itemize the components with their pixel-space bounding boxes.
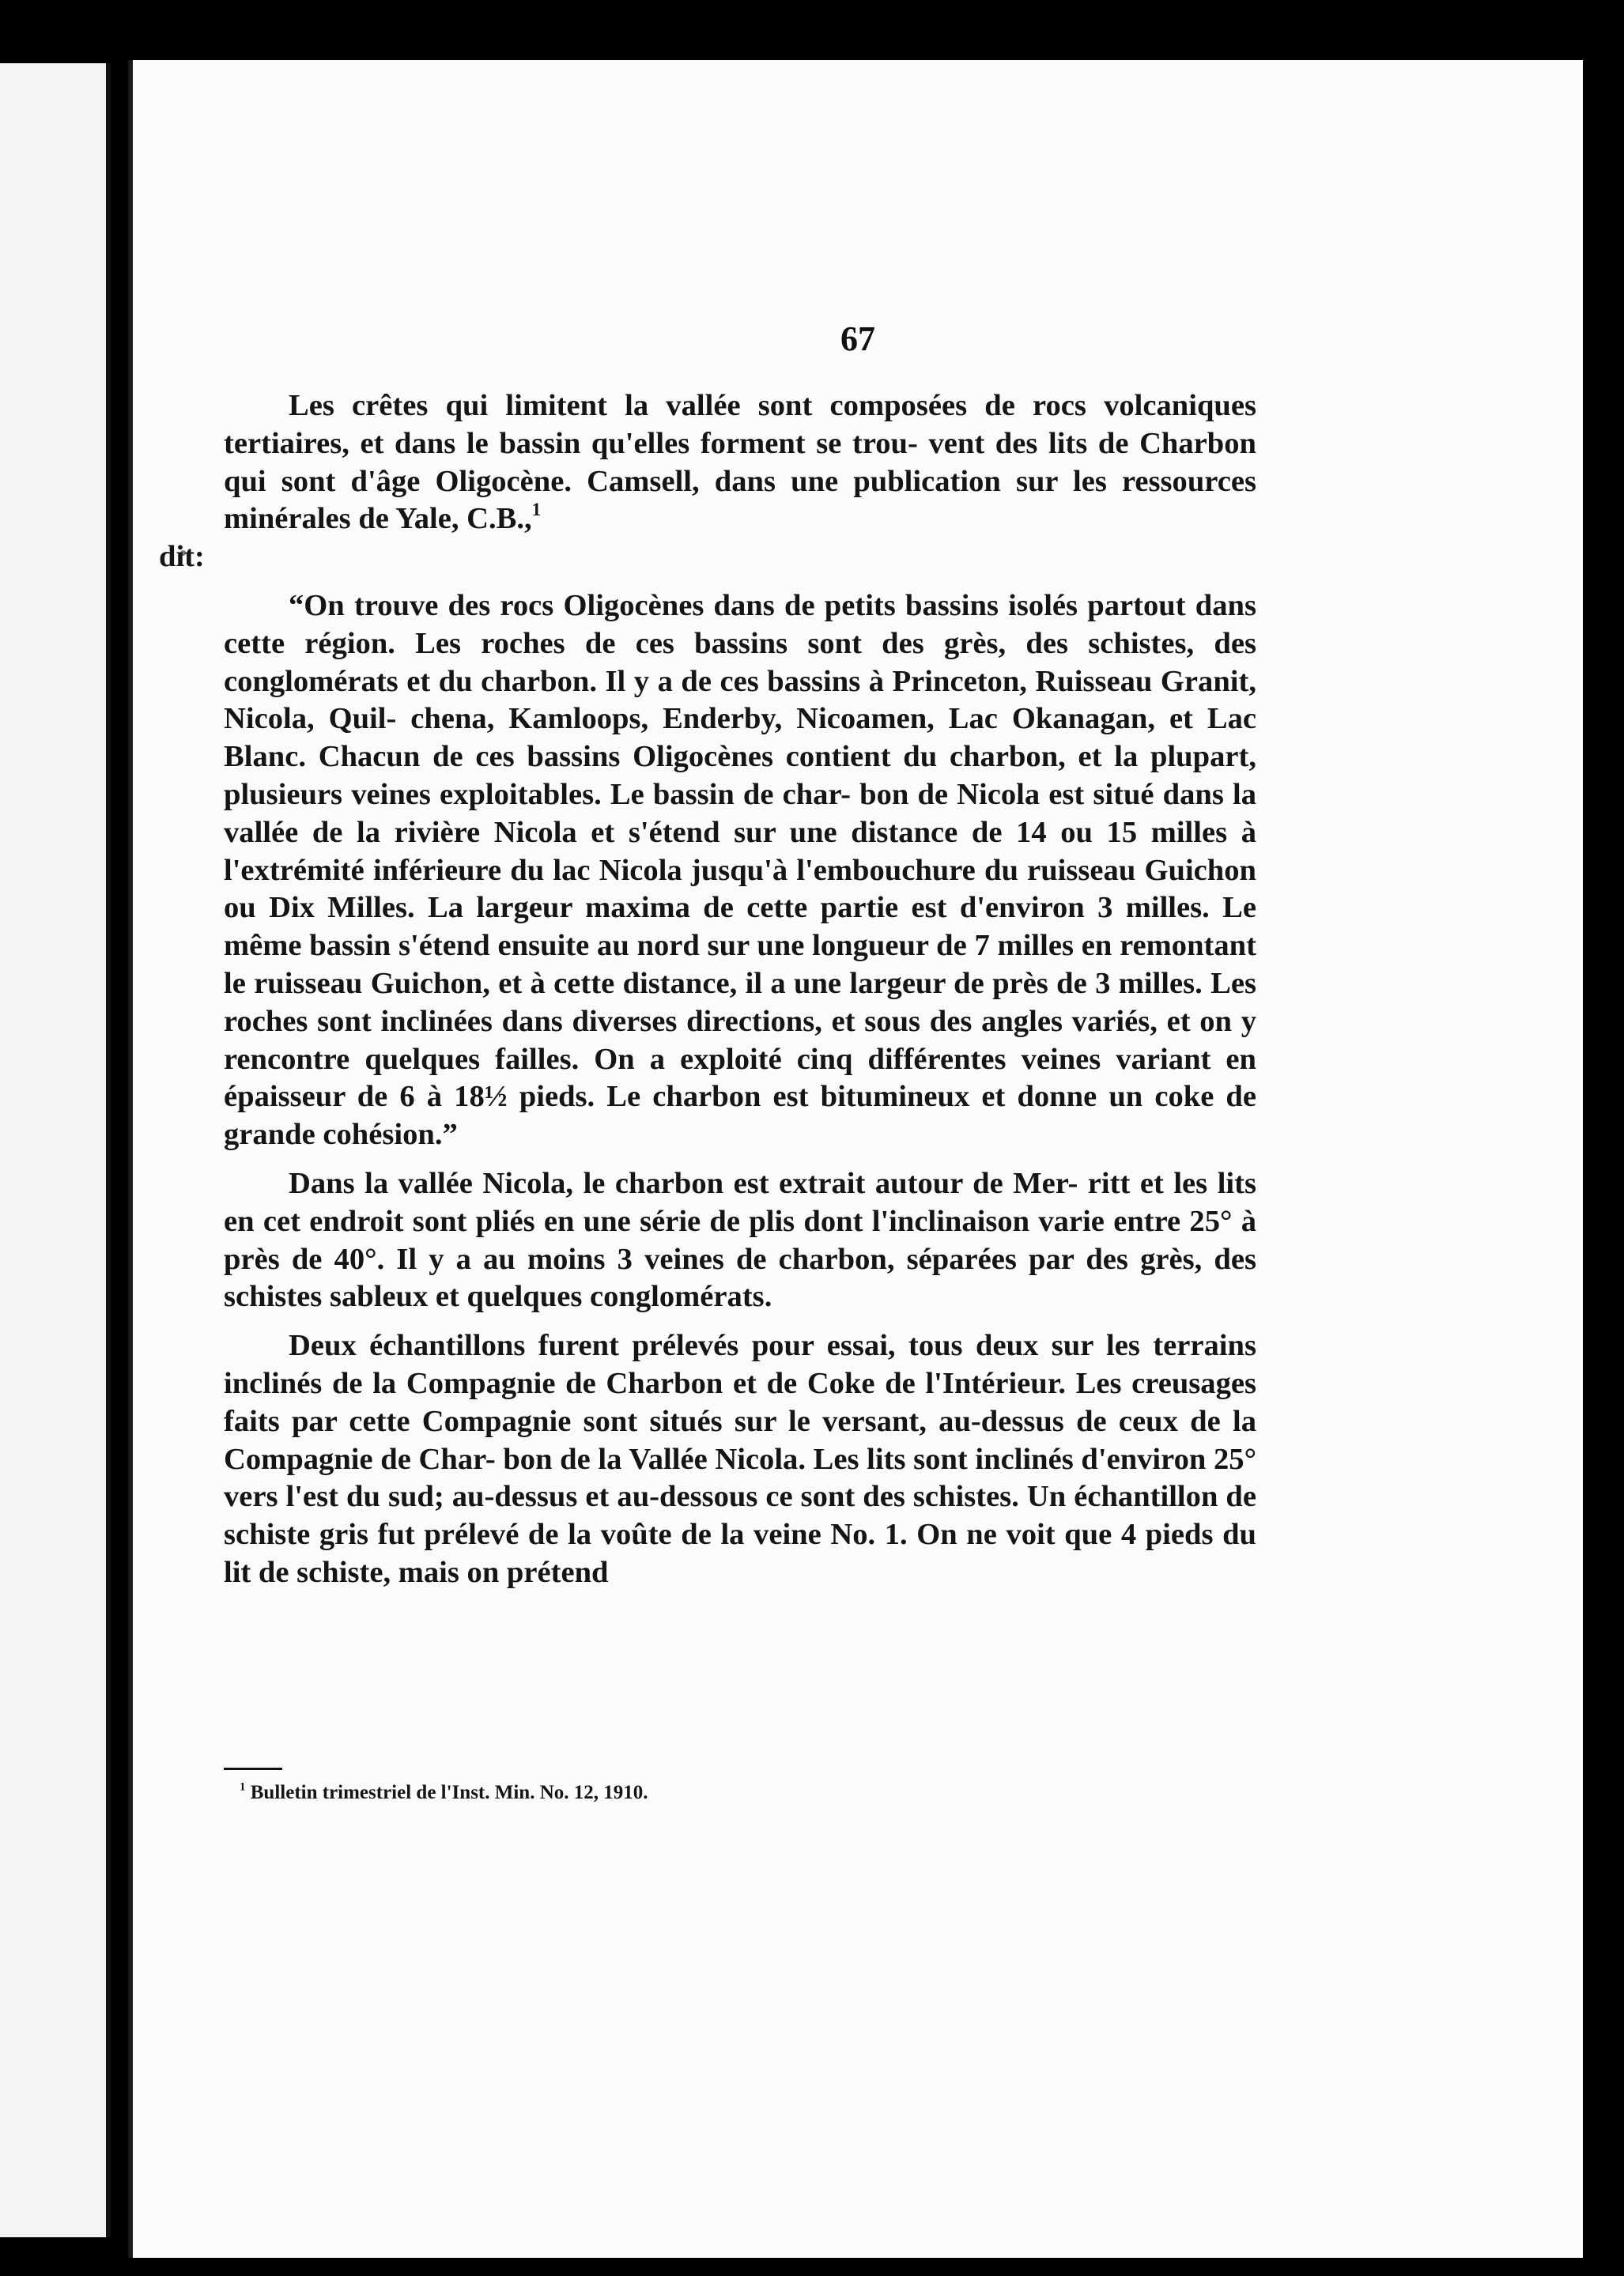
paragraph-2-quote: “On trouve des rocs Oligocènes dans de petits bassins isolés partout dans cette région. Les roches de ces bassins sont des grès, des schistes, des conglomérats et du charbon. Il y a de ces bassins à Princeton, Ruisseau Granit, Nicola, Quil- chena, Kamloops, Enderby, Nicoamen, Lac Okanagan, et Lac Blanc. Chacun de ces bassins Oligocènes contient du charbon, et la plupart, plusieurs veines exploitables. Le bassin de char- bon de Nicola est situé dans la vallée de la rivière Nicola et s'étend sur une distance de 14 ou 15 milles à l'extrémité inférieure du lac Nicola jusqu'à l'embouchure du ruisseau Guichon ou Dix Milles. La largeur maxima de cette partie est d'environ 3 milles. Le même bassin s'étend ensuite au nord sur une longueur de 7 milles en remontant le ruisseau Guichon, et à cette distance, il a une largeur de près de 3 milles. Les roches sont inclinées dans diverses directions, et sous des angles variés, et on y rencontre quelques failles. On a exploité cinq différentes veines variant en épaisseur de 6 à 18½ pieds. Le charbon est bitumineux et donne un coke de grande cohésion.”: [224, 588, 1256, 1152]
paragraph-3: Dans la vallée Nicola, le charbon est extrait autour de Mer- ritt et les lits en cet endroit sont pliés en une série de plis dont l'inclinaison varie entre 25° à près de 40°. Il y a au moins 3 veines de charbon, séparées par des grès, des schistes sableux et quelques conglomérats.: [224, 1166, 1256, 1314]
footnote-marker: 1: [240, 1780, 246, 1794]
footnote: [224, 1782, 1256, 1804]
body-text: [159, 387, 1256, 1603]
paragraph-4: Deux échantillons furent prélevés pour essai, tous deux sur les terrains inclinés de la Compagnie de Charbon et de Coke de l'Intérieur. Les creusages faits par cette Compagnie sont situés sur le versant, au-dessus de ceux de la Compagnie de Char- bon de la Vallée Nicola. Les lits sont inclinés d'environ 25° vers l'est du sud; au-dessus et au-dessous ce sont des schistes. Un échantillon de schiste gris fut prélevé de la voûte de la veine No. 1. On ne voit que 4 pieds du lit de schiste, mais on prétend: [224, 1329, 1256, 1589]
paragraph-1: [159, 387, 1256, 576]
page-number: 67: [840, 319, 875, 358]
footnote-text: Bulletin trimestriel de l'Inst. Min. No. 12, 1910.: [250, 1782, 648, 1803]
paragraph-1-text: Les crêtes qui limitent la vallée sont composées de rocs volcaniques tertiaires, et dans le bassin qu'elles forment se trou- vent des lits de Charbon qui sont d'âge Oligocène. Camsell, dans une publication sur les ressources minérales de Yale, C.B.,: [224, 389, 1256, 536]
footnote-reference: 1: [531, 500, 542, 521]
footnote-divider: [224, 1768, 282, 1770]
facing-page-edge: [0, 63, 111, 2237]
paragraph-1-tail: dit:: [159, 540, 205, 574]
